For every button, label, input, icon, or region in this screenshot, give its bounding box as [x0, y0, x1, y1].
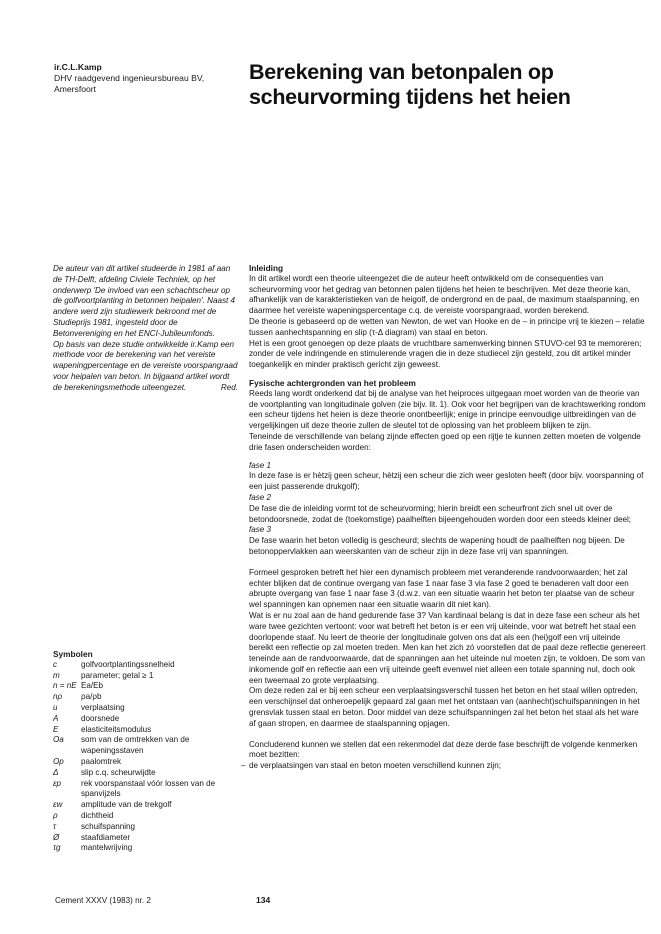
list-item	[53, 692, 243, 703]
symbol-description: schuifspanning	[81, 821, 135, 831]
symbol: τg	[53, 843, 61, 853]
symbol: εw	[53, 800, 63, 810]
fysische-paragraph-5: Om deze reden zal er bij een scheur een verplaatsingsverschil tussen het beton en het staal willen optreden, een verschijnsel dat onheroepelijk gepaard zal gaan met het ontstaan van (aanhecht)schuifspanningen in het grensvlak tussen staal en beton. Door middel van deze schuifspanningen zal het beton het staal als het ware af gaan stropen, en daarmee de staalspanning opjagen.	[249, 686, 640, 728]
fase-1-text: In deze fase is er hètzij geen scheur, hètzij een scheur die zich weer gesloten heeft (door bijv. voorspanning of een juist passerende drukgolf);	[249, 471, 644, 492]
symbol: nρ	[53, 692, 63, 702]
symbol: m	[53, 670, 60, 680]
symbol-description: amplitude van de trekgolf	[81, 800, 172, 810]
list-item	[53, 735, 243, 757]
list-item	[53, 779, 243, 801]
symbol-description: slip c.q. scheurwijdte	[81, 767, 156, 777]
author-affiliation: DHV raadgevend ingenieursbureau BV,	[54, 73, 205, 83]
inleiding-paragraph-3: Het is een groot genoegen op deze plaats de vruchtbare samenwerking binnen STUVO-cel 93 te memoreren; zonder de vele indringende en stimulerende vragen die in deze studiecel zijn gesteld, zou dit artikel minder toegankelijk en minder praktisch gericht zijn geweest.	[249, 338, 642, 370]
fysische-paragraph-2: Teneinde de verschillende van belang zijnde effecten goed op een rijtje te kunnen zetten moeten de volgende drie fasen onderscheiden worden:	[249, 431, 641, 452]
list-item	[53, 800, 243, 811]
symbol: τ	[53, 821, 57, 831]
symbol: Ø	[53, 832, 60, 842]
editorial-intro	[53, 264, 238, 394]
fysische-paragraph-1: Reeds lang wordt onderkend dat bij de analyse van het heiproces uitgegaan moet worden van de theorie van de voortplanting van longitudinale golven (zie bijv. lit. 1). Ook voor het begrijpen van de krachtswerking rondom een scheur tijdens het heien is deze theorie onontbeerlijk; enige in principe eenvoudige uitbreidingen van de vergelijkingen uit deze theorie zullen de sleutel tot de oplossing van het probleem blijken te zijn.	[249, 388, 646, 431]
fysische-paragraph-4: Wat is er nu zoal aan de hand gedurende fase 3? Van kardinaal belang is dat in deze fase een scheur als het ware twee gezichten vertoont: voor wat betreft het beton is er een vrij uiteinde, voor wat betreft het staal een doorlopende staaf. Nu leert de theorie der longitudinale golven ons dat als een (hei)golf een vrij uiteinde bereikt een reflectie op zal moeten treden. Men kan het zich zó voorstellen dat de paal deze reflectie genereert teneinde aan de randvoorwaarde, dat de spanningen aan het uiteinde nul moeten zijn, te voldoen. De som van inkomende golf en reflectie aan een vrij uiteinde geeft evenwel niet alleen een totale spanning nul, doch ook een tweemaal zo grote verplaatsing.	[249, 610, 646, 685]
inleiding-paragraph-1: In dit artikel wordt een theorie uiteengezet die de auteur heeft ontwikkeld om de consequenties van scheurvorming voor het gedrag van betonnen palen tijdens het heien te beschrijven. Met deze theorie kan, afhankelijk van de karakteristieken van de heigolf, de ondergrond en de paal, de maximum staalspanning, en daarmee het vereiste wapeningspercentage c.q. de vereiste voorspangraad, worden berekend.	[249, 273, 640, 316]
list-item	[53, 725, 243, 736]
symbol: n = nE	[53, 681, 77, 691]
fase-3-label: fase 3	[249, 525, 272, 535]
symbol: E	[53, 724, 59, 734]
symbol-description: parameter; getal ≥ 1	[81, 670, 154, 680]
symbol-description: som van de omtrekken van de wapeningsstaven	[81, 735, 190, 756]
list-item	[53, 671, 243, 682]
symbol-description: paalomtrek	[81, 756, 122, 766]
list-item	[53, 757, 243, 768]
author-block	[54, 62, 239, 95]
list-item	[53, 811, 243, 822]
intro-paragraph-1: De auteur van dit artikel studeerde in 1981 af aan de TH-Delft, afdeling Civiele Techniek, op het onderwerp 'De invloed van een schachtscheur op de golfvoortplanting in betonnen heipalen'. Naast 4 andere werd zijn studiewerk bekroond met de Studieprijs 1981, ingesteld door de Betonvereniging en het ENCI-Jubileumfonds.	[53, 264, 235, 338]
symbol-description: Ea/Eb	[81, 681, 104, 691]
symbol-description: verplaatsing	[81, 702, 125, 712]
page-number: 134	[256, 895, 271, 905]
symbol-description: elasticiteitsmodulus	[81, 724, 152, 734]
section-heading-fysische: Fysische achtergronden van het probleem	[249, 377, 416, 388]
symbol: A	[53, 713, 59, 723]
fysische-paragraph-3: Formeel gesproken betreft het hier een dynamisch probleem met veranderende randvoorwaarden; het zal echter blijken dat de continue overgang van fase 1 naar fase 3 via fase 2 goed te benaderen valt door een abrupte overgang van fase 1 naar fase 3 (d.w.z. van een situatie waarin het beton ter plaatse van de scheur wel spanningen kan opnemen naar een situatie waarin dit niet kan).	[249, 567, 635, 610]
journal-reference: Cement XXXV (1983) nr. 2	[55, 896, 151, 905]
list-item	[53, 703, 243, 714]
list-item	[53, 714, 243, 725]
symbol: Oa	[53, 735, 64, 745]
list-item	[53, 660, 243, 671]
list-item	[53, 681, 243, 692]
symbol: Op	[53, 756, 64, 766]
symbol-description: mantelwrijving	[81, 843, 133, 853]
list-item	[53, 768, 243, 779]
symbol: εp	[53, 778, 62, 788]
fase-3-text: De fase waarin het beton volledig is gescheurd; slechts de wapening houdt de paalhelften nog bijeen. De betonoppervlakken aan weerskanten van de scheur zijn in deze fase vrij van spanningen.	[249, 536, 625, 556]
symbol-description: staafdiameter	[81, 832, 131, 842]
fysische-paragraph-6: Concluderend kunnen we stellen dat een rekenmodel dat deze derde fase beschrijft de volgende kenmerken moet bezitten:	[249, 739, 638, 760]
section-heading-inleiding: Inleiding	[249, 263, 284, 273]
article-title	[249, 60, 649, 110]
author-location: Amersfoort	[54, 84, 97, 94]
title-line-2: scheurvorming tijdens het heien	[249, 85, 571, 109]
list-item: – de verplaatsingen van staal en beton moeten verschillend kunnen zijn;	[249, 761, 646, 772]
symbol: Δ	[53, 767, 59, 777]
title-line-1: Berekening van betonpalen op	[249, 60, 554, 84]
inleiding-paragraph-2: De theorie is gebaseerd op de wetten van Newton, de wet van Hooke en de – in principe vrij te kiezen – relatie tussen aanhechtspanning en slip (τ-Δ diagram) van staal en beton.	[249, 316, 645, 337]
symbol-description: doorsnede	[81, 713, 120, 723]
symbol-description: dichtheid	[81, 810, 114, 820]
symbol-description: rek voorspanstaal vóór lossen van de spanvijzels	[81, 778, 216, 799]
symbol: ρ	[53, 810, 58, 820]
author-name: ir.C.L.Kamp	[54, 62, 102, 72]
list-item	[53, 833, 243, 844]
symbols-heading: Symbolen	[53, 649, 93, 659]
symbol: u	[53, 702, 58, 712]
symbol: c	[53, 659, 58, 669]
fase-1-label: fase 1	[249, 460, 272, 470]
intro-paragraph-2	[53, 340, 238, 394]
fase-2-text: De fase die de inleiding vormt tot de scheurvorming; hierin breidt een scheurfront zich snel uit over de betondoorsnede, zodat de (toekomstige) paalhelften bijeengehouden worden door een steeds kleiner deel;	[249, 503, 632, 524]
main-text-column	[249, 263, 646, 772]
editor-signature: Red.	[220, 382, 238, 392]
list-item	[53, 822, 243, 833]
symbol-description: golfvoortplantingssnelheid	[81, 659, 175, 669]
symbols-list	[53, 649, 243, 854]
fase-2-label: fase 2	[249, 492, 272, 502]
list-item	[53, 843, 243, 854]
intro-paragraph-2-text: Op basis van deze studie ontwikkelde ir.Kamp een methode voor de berekening van het vereiste wapeningpercentage en de vereiste voorspangraad voor heipalen van beton. In bijgaand artikel wordt de berekeningsmethode uiteengezet.	[53, 339, 238, 392]
symbol-description: ρa/ρb	[81, 692, 102, 702]
